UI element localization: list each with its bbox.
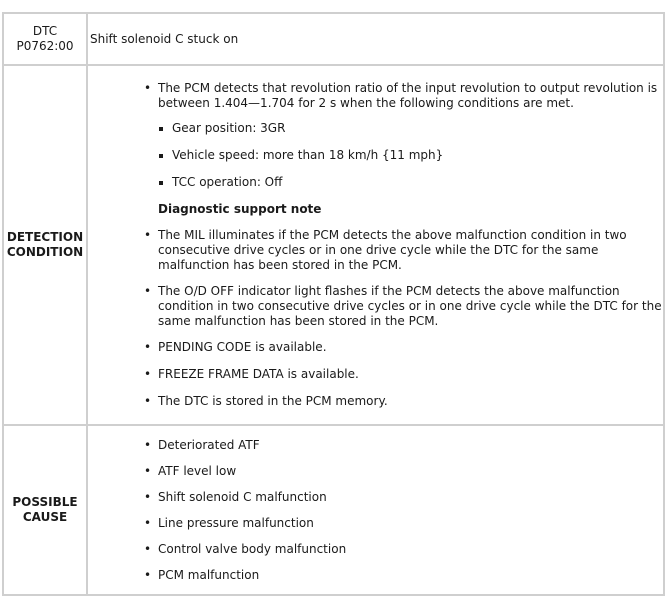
condition-item: Gear position: 3GR — [158, 121, 663, 136]
condition-item: Vehicle speed: more than 18 km/h {11 mph} — [158, 148, 663, 163]
note-item: • The MIL illuminates if the PCM detects the above malfunction condition in two consecutive drive cycles or in one drive cycle while the DTC for the same malfunction has been stored in the PCM. — [144, 228, 663, 273]
diagnostic-note-title: Diagnostic support note — [158, 202, 322, 216]
condition-item: TCC operation: Off — [158, 175, 663, 190]
cause-item: • Shift solenoid C malfunction — [144, 490, 663, 505]
dtc-description: Shift solenoid C stuck on — [90, 32, 239, 46]
detection-row — [3, 65, 664, 425]
detection-label-line2: CONDITION — [6, 245, 84, 259]
cause-item: • PCM malfunction — [144, 568, 663, 583]
cause-item: • Line pressure malfunction — [144, 516, 663, 531]
note-item: • FREEZE FRAME DATA is available. — [144, 367, 663, 382]
detection-main-bullet: • The PCM detects that revolution ratio of the input revolution to output revolution is between 1.404—1.704 for 2 s when the following conditions are met. — [144, 81, 663, 111]
dtc-code-cell — [3, 13, 87, 65]
detection-content-cell — [87, 65, 664, 425]
dtc-code: P0762:00 — [16, 39, 74, 53]
cause-list — [88, 438, 663, 583]
detection-label-cell — [3, 65, 87, 425]
dtc-label: DTC — [32, 24, 58, 38]
cause-item: • Deteriorated ATF — [144, 438, 663, 453]
dtc-header-row — [3, 13, 664, 65]
cause-item: • ATF level low — [144, 464, 663, 479]
dtc-table — [2, 12, 665, 596]
note-list — [88, 228, 663, 409]
cause-content-cell — [87, 425, 664, 595]
cause-label-line2: CAUSE — [22, 510, 68, 524]
condition-list — [88, 121, 663, 190]
detection-main-list — [88, 81, 663, 111]
note-item: • PENDING CODE is available. — [144, 340, 663, 355]
cause-item: • Control valve body malfunction — [144, 542, 663, 557]
cause-label-cell — [3, 425, 87, 595]
detection-label-line1: DETECTION — [6, 230, 84, 244]
note-item: • The O/D OFF indicator light flashes if the PCM detects the above malfunction condition in two consecutive drive cycles or in one drive cycle while the DTC for the same malfunction has been stored in the PCM. — [144, 284, 663, 329]
note-item: • The DTC is stored in the PCM memory. — [144, 394, 663, 409]
cause-label-line1: POSSIBLE — [12, 495, 78, 509]
cause-row — [3, 425, 664, 595]
dtc-description-cell — [87, 13, 664, 65]
